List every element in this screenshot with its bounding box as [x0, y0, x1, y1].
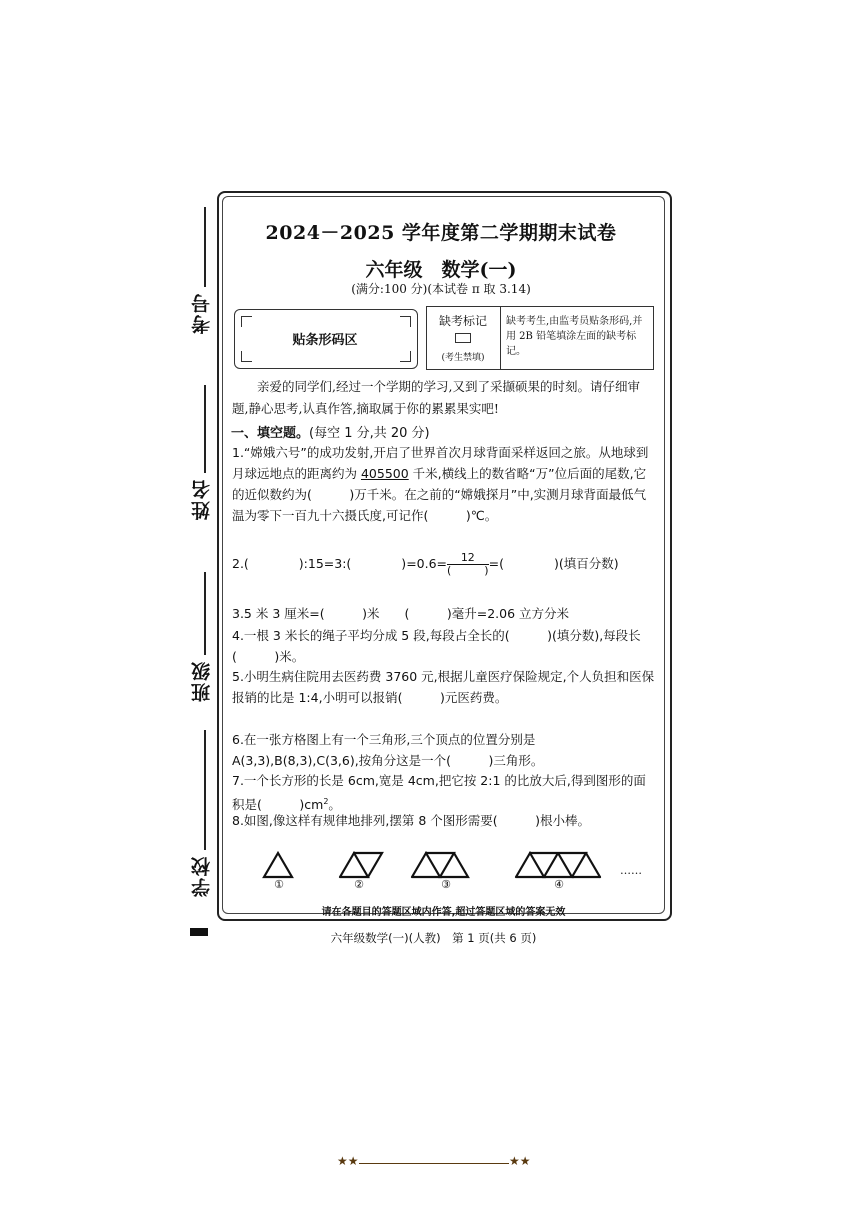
exam-note: (满分:100 分)(本试卷 π 取 3.14): [351, 282, 531, 296]
absent-mark-checkbox[interactable]: [455, 333, 471, 343]
star-rule-line: [359, 1163, 509, 1164]
figure-4-label: ④: [554, 878, 564, 891]
absent-divider: [500, 306, 501, 370]
school-label: 学校: [191, 855, 213, 897]
figure-3-a: [412, 853, 440, 877]
name-label: 姓名: [191, 478, 213, 520]
question-3: 3.5 米 3 厘米=( )米 ( )毫升=2.06 立方分米: [232, 606, 570, 621]
answer-notice: 请在各题目的答题区域内作答,超过答题区域的答案无效: [321, 907, 566, 918]
absent-mark-note: 缺考考生,由监考员贴条形码,并用 2B 铅笔填涂左面的缺考标记。: [506, 316, 643, 357]
exam-title: 2024－2025 学年度第二学期期末试卷: [265, 222, 617, 244]
left-stars: ★★: [337, 1154, 359, 1168]
question-6: 6.在一张方格图上有一个三角形,三个顶点的位置分别是 A(3,3),B(8,3),C(3,6),按角分这是一个( )三角形。: [232, 732, 544, 768]
section-heading: 一、填空题。(每空 1 分,共 20 分): [231, 426, 430, 441]
right-stars: ★★: [509, 1154, 531, 1168]
class-line: [204, 572, 206, 655]
figure-4-b: [530, 853, 586, 877]
figure-4-a: [516, 853, 544, 877]
exam-subtitle: 六年级 数学(一): [365, 259, 517, 281]
figure-1-triangle: [264, 853, 292, 877]
page-footer: 六年级数学(一)(人教) 第 1 页(共 6 页): [330, 931, 537, 945]
name-line: [204, 385, 206, 473]
question-5: 5.小明生病住院用去医药费 3760 元,根据儿童医疗保险规定,个人负担和医保报销的比是 1:4,小明可以报销( )元医药费。: [232, 669, 655, 705]
question-8: 8.如图,像这样有规律地排列,摆第 8 个图形需要( )根小棒。: [232, 813, 591, 828]
bottom-star-rule: [337, 1156, 531, 1170]
class-label: 班级: [191, 660, 213, 702]
figures-ellipsis: ……: [620, 864, 642, 877]
intro-text: 亲爱的同学们,经过一个学期的学习,又到了采撷硕果的时刻。请仔细审题,静心思考,认真作答,摘取属于你的累累果实吧!: [232, 379, 640, 416]
figure-2-left: [340, 853, 368, 877]
stick-figures: [252, 849, 652, 881]
absent-mark-sub: (考生禁填): [441, 353, 485, 363]
school-line: [204, 730, 206, 850]
question-2: 2.( ):15=3:( )=0.6= $\frac{12}{( )}$ =( )(填百分数): [232, 551, 619, 577]
figure-3-label: ③: [441, 878, 451, 891]
question-4: 4.一根 3 米长的绳子平均分成 5 段,每段占全长的( )(填分数),每段长( )米。: [232, 628, 641, 664]
question-1: 1.“嫦娥六号”的成功发射,开启了世界首次月球背面采样返回之旅。从地球到月球远地点的距离约为 405500 千米,横线上的数省略“万”位后面的尾数,它的近似数约为( )万千米。在之前的“嫦娥探月”中,实测月球背面最低气温为零下一百九十六摄氏度,可记作( )℃。: [232, 445, 649, 523]
question-7: 7.一个长方形的长是 6cm,宽是 4cm,把它按 2:1 的比放大后,得到图形的面积是( )$cm^2$。: [232, 773, 646, 813]
exam-number-label: 考号: [191, 292, 213, 334]
figure-4-c: [586, 853, 600, 877]
barcode-label: 贴条形码区: [292, 333, 358, 348]
absent-mark-title: 缺考标记: [438, 314, 487, 328]
figure-2-label: ②: [354, 878, 364, 891]
figure-1-label: ①: [274, 878, 284, 891]
exam-number-line: [204, 207, 206, 287]
figure-2-right: [354, 853, 382, 877]
